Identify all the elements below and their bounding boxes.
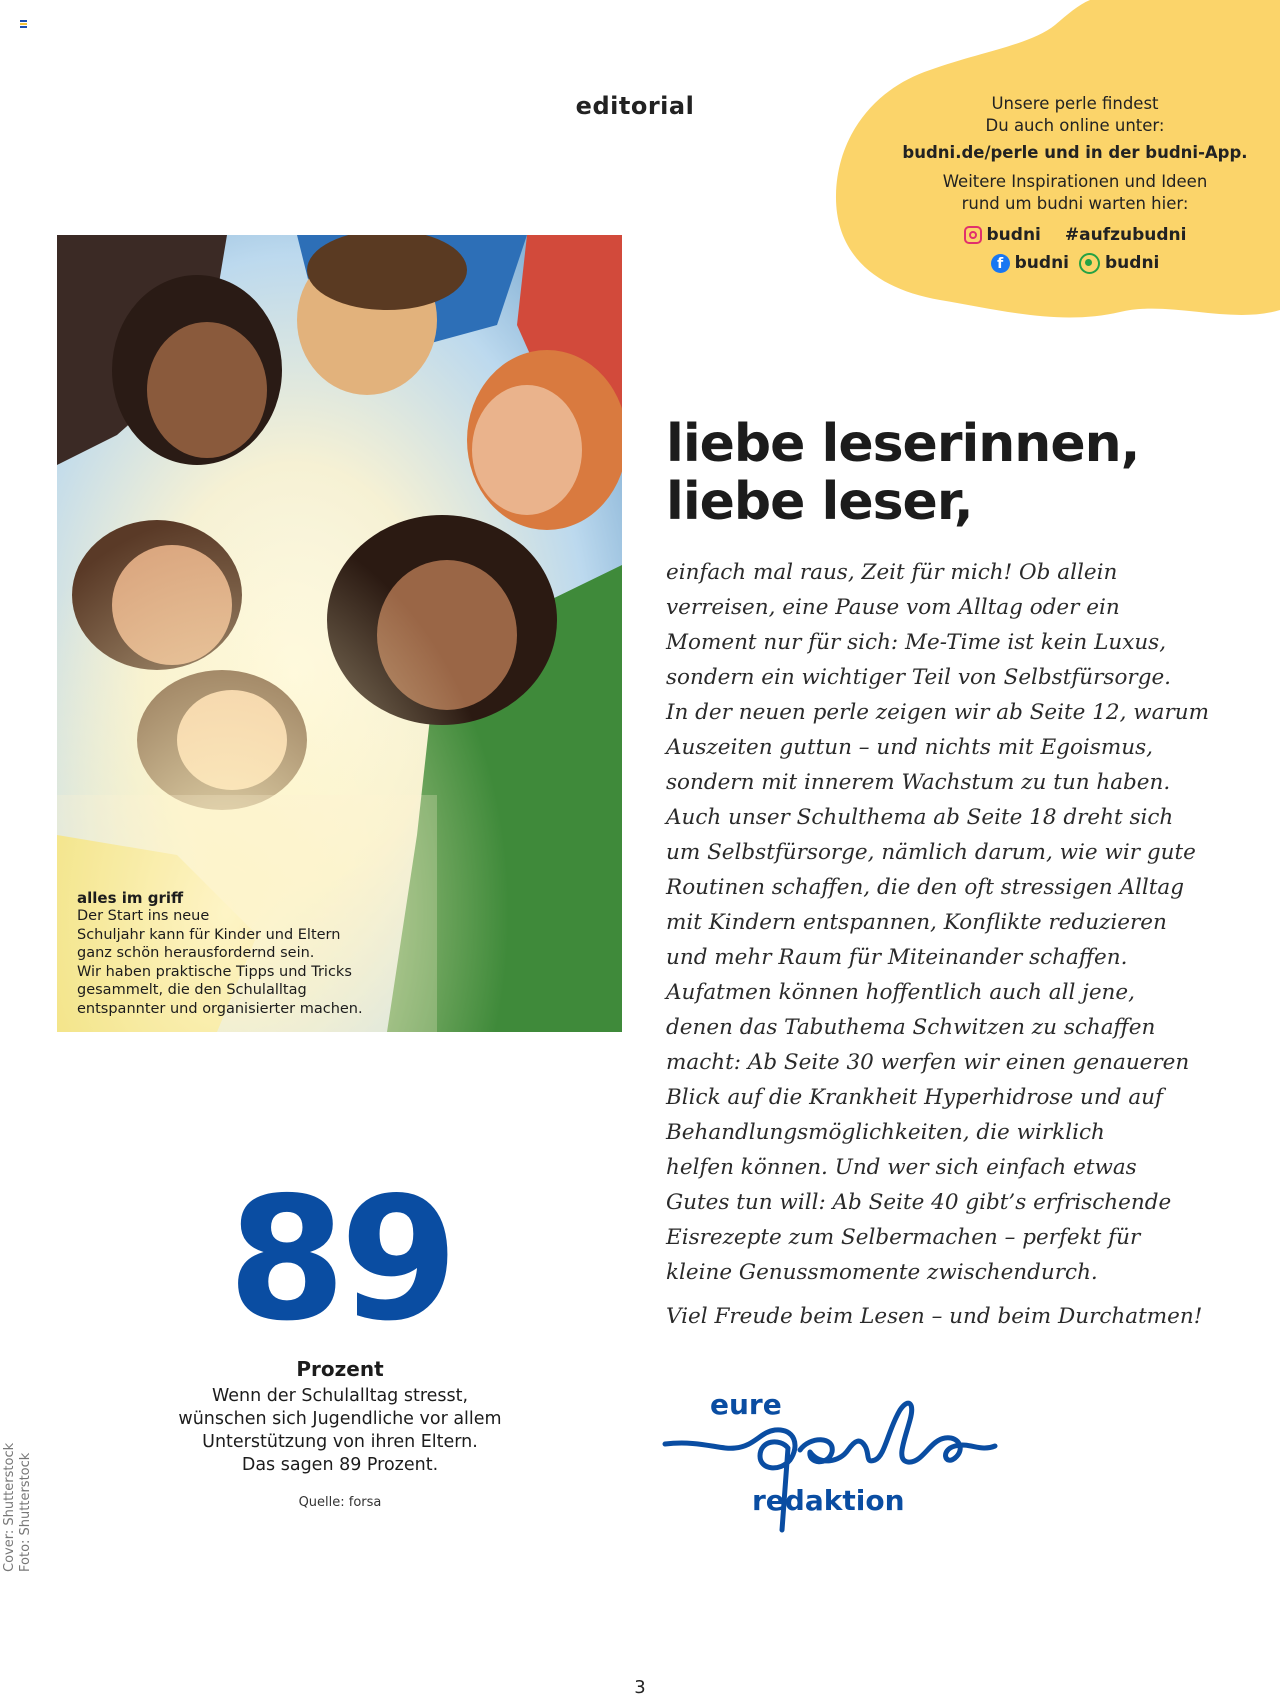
corner-mark-stripe xyxy=(20,23,27,25)
letter-line: sondern ein wichtiger Teil von Selbstfürsorge. xyxy=(666,665,1172,690)
corner-mark-stripe xyxy=(20,26,27,28)
letter-line: einfach mal raus, Zeit für mich! Ob allein xyxy=(666,560,1118,585)
social-row xyxy=(880,249,1270,277)
info-line: Unsere perle findest xyxy=(991,94,1159,113)
facebook-handle: budni xyxy=(1014,253,1069,273)
facebook-icon: f xyxy=(991,254,1010,273)
letter-line: Auszeiten guttun – und nichts mit Egoismus, xyxy=(666,735,1153,760)
photo-caption-line: Der Start ins neue xyxy=(77,908,210,924)
stat-source: Quelle: forsa xyxy=(298,1495,382,1510)
signature-redaktion: redaktion xyxy=(752,1484,905,1517)
social-facebook[interactable] xyxy=(991,249,1069,277)
instagram-icon xyxy=(964,226,982,244)
info-link[interactable]: budni.de/perle und in der budni-App. xyxy=(902,143,1248,162)
letter-line: und mehr Raum für Miteinander schaffen. xyxy=(666,945,1128,970)
corner-mark-stripe xyxy=(20,20,27,22)
photo-caption-line: entspannter und organisierter machen. xyxy=(77,1000,363,1017)
letter-greeting xyxy=(666,415,1226,531)
credit-cover: Cover: Shutterstock xyxy=(2,1442,17,1572)
letter-line: um Selbstfürsorge, nämlich darum, wie wir gute xyxy=(666,840,1196,865)
info-line: Weitere Inspirationen und Ideen xyxy=(942,172,1208,191)
info-line: Du auch online unter: xyxy=(985,116,1165,135)
photo-caption-title: alles im griff xyxy=(77,888,184,907)
info-line: rund um budni warten hier: xyxy=(961,194,1189,213)
social-whatsapp[interactable] xyxy=(1079,249,1159,277)
editorial-signature xyxy=(660,1380,1010,1540)
stat-line: Wenn der Schulalltag stresst, xyxy=(211,1386,469,1406)
photo-caption-line: Schuljahr kann für Kinder und Eltern xyxy=(77,926,341,943)
letter-line: kleine Genussmomente zwischendurch. xyxy=(666,1260,1098,1285)
letter-line: denen das Tabuthema Schwitzen zu schaffen xyxy=(666,1015,1156,1040)
greeting-line: liebe leser, xyxy=(666,472,973,532)
signature-eure: eure xyxy=(710,1388,782,1421)
photo-caption xyxy=(77,889,397,1019)
letter-line: Moment nur für sich: Me-Time ist kein Luxus, xyxy=(666,630,1167,655)
letter-line: Eisrezepte zum Selbermachen – perfekt für xyxy=(666,1225,1141,1250)
letter-line: Auch unser Schulthema ab Seite 18 dreht sich xyxy=(666,805,1174,830)
info-box xyxy=(880,93,1270,277)
stat-line: wünschen sich Jugendliche vor allem xyxy=(178,1409,502,1429)
photo-caption-line: gesammelt, die den Schulalltag xyxy=(77,982,307,998)
photo-caption-line: Wir haben praktische Tipps und Tricks xyxy=(77,963,352,980)
letter-line: verreisen, eine Pause vom Alltag oder ein xyxy=(666,595,1120,620)
letter-line: Behandlungsmöglichkeiten, die wirklich xyxy=(666,1120,1105,1145)
kids-circle-photo xyxy=(57,235,622,1032)
greeting-line: liebe leserinnen, xyxy=(666,414,1140,474)
letter-line: Gutes tun will: Ab Seite 40 gibt’s erfrischende xyxy=(666,1190,1172,1215)
stat-unit: Prozent xyxy=(296,1357,384,1381)
whatsapp-handle: budni xyxy=(1105,253,1160,273)
photo-caption-line: ganz schön herausfordernd sein. xyxy=(77,945,315,961)
photo-credits xyxy=(2,1443,34,1572)
stat-line: Unterstützung von ihren Eltern. xyxy=(202,1432,478,1452)
hashtag-text: #aufzubudni xyxy=(1064,225,1187,245)
letter-body xyxy=(666,555,1236,1290)
letter-line: macht: Ab Seite 30 werfen wir einen genaueren xyxy=(666,1050,1190,1075)
social-instagram[interactable] xyxy=(964,221,1041,249)
stat-line: Das sagen 89 Prozent. xyxy=(241,1455,439,1475)
credit-photo: Foto: Shutterstock xyxy=(18,1452,33,1572)
letter-line: Routinen schaffen, die den oft stressigen Alltag xyxy=(666,875,1184,900)
page-number: 3 xyxy=(634,1677,646,1698)
letter-closing: Viel Freude beim Lesen – und beim Durchatmen! xyxy=(666,1304,1203,1329)
letter-line: helfen können. Und wer sich einfach etwas xyxy=(666,1155,1137,1180)
whatsapp-icon xyxy=(1079,253,1100,274)
instagram-handle: budni xyxy=(986,225,1041,245)
stat-number: 89 xyxy=(227,1161,453,1359)
letter-line: In der neuen perle zeigen wir ab Seite 12, warum xyxy=(666,700,1209,725)
social-hashtag[interactable] xyxy=(1065,221,1187,249)
social-row xyxy=(880,221,1270,249)
section-label: editorial xyxy=(575,92,695,120)
corner-color-mark xyxy=(20,20,27,29)
letter-line: mit Kindern entspannen, Konflikte reduzieren xyxy=(666,910,1167,935)
letter-line: Aufatmen können hoffentlich auch all jene, xyxy=(666,980,1135,1005)
letter-line: Blick auf die Krankheit Hyperhidrose und auf xyxy=(666,1085,1163,1110)
stat-description xyxy=(170,1385,510,1477)
letter-line: sondern mit innerem Wachstum zu tun haben. xyxy=(666,770,1171,795)
